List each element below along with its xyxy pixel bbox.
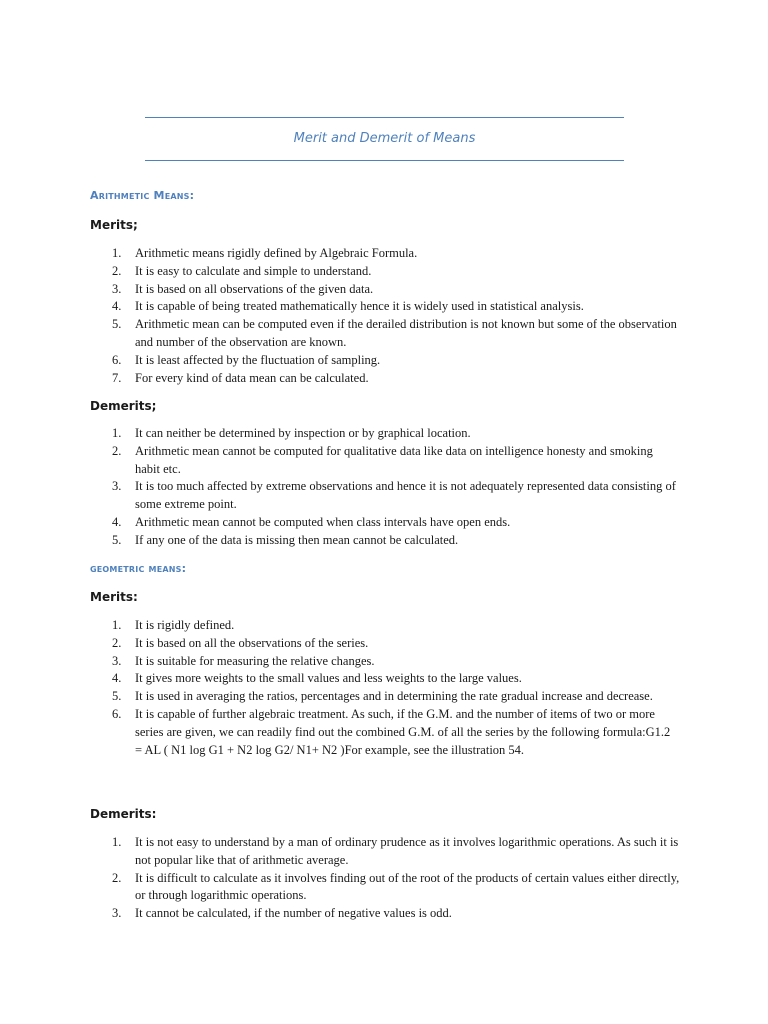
arithmetic-merits-list xyxy=(90,245,680,387)
list-item: 4. It is capable of being treated mathematically hence it is widely used in statistical analysis. xyxy=(112,299,584,314)
list-item: 1. It is not easy to understand by a man of ordinary prudence as it involves logarithmic operations. As such it is not popular like that of arithmetic average. xyxy=(112,835,679,867)
geometric-merits-label: Merits: xyxy=(90,590,138,604)
geometric-demerits-list xyxy=(90,834,680,923)
geometric-merits-list xyxy=(90,617,680,759)
geometric-demerits-label: Demerits: xyxy=(90,807,157,821)
list-item: 1. It can neither be determined by inspection or by graphical location. xyxy=(112,426,471,440)
title-rule-top xyxy=(145,117,624,118)
arithmetic-demerits-list xyxy=(90,425,680,550)
arithmetic-demerits-label: Demerits; xyxy=(90,399,157,413)
section-heading-geometric: geometric means: xyxy=(90,562,187,575)
list-item: 4. Arithmetic mean cannot be computed when class intervals have open ends. xyxy=(112,514,511,529)
title-rule-bottom xyxy=(145,160,624,161)
list-item: 2. It is difficult to calculate as it involves finding out of the root of the products of certain values either directly, or through logarithmic operations. xyxy=(112,870,680,903)
list-item: 3. It is suitable for measuring the relative changes. xyxy=(112,653,375,668)
list-item: 3. It cannot be calculated, if the number of negative values is odd. xyxy=(112,906,452,921)
list-item: 3. It is based on all observations of the given data. xyxy=(112,281,374,296)
list-item: 7. For every kind of data mean can be calculated. xyxy=(112,370,369,385)
list-item: 6. It is capable of further algebraic treatment. As such, if the G.M. and the number of items of two or more series are given, we can readily find out the combined G.M. of all the series by the following formula:G1.2 = AL ( N1 log G1 + N2 log G2/ N1+ N2 )For example, see the illustration 54. xyxy=(112,706,671,757)
document-title: Merit and Demerit of Means xyxy=(293,131,476,146)
list-item: 3. It is too much affected by extreme observations and hence it is not adequately represented data consisting of some extreme point. xyxy=(112,479,676,512)
list-item: 1. Arithmetic means rigidly defined by Algebraic Formula. xyxy=(112,246,418,260)
section-heading-arithmetic: Arithmetic Means: xyxy=(90,189,195,202)
list-item: 6. It is least affected by the fluctuation of sampling. xyxy=(112,352,381,367)
list-item: 2. Arithmetic mean cannot be computed for qualitative data like data on intelligence honesty and smoking habit etc. xyxy=(112,443,653,476)
list-item: 2. It is easy to calculate and simple to understand. xyxy=(112,263,372,278)
list-item: 5. Arithmetic mean can be computed even if the derailed distribution is not known but some of the observation and number of the observation are known. xyxy=(112,317,677,349)
list-item: 1. It is rigidly defined. xyxy=(112,618,235,632)
list-item: 2. It is based on all the observations of the series. xyxy=(112,635,369,650)
list-item: 5. It is used in averaging the ratios, percentages and in determining the rate gradual increase and decrease. xyxy=(112,689,653,704)
list-item: 5. If any one of the data is missing then mean cannot be calculated. xyxy=(112,532,459,547)
arithmetic-merits-label: Merits; xyxy=(90,218,138,232)
list-item: 4. It gives more weights to the small values and less weights to the large values. xyxy=(112,671,522,686)
